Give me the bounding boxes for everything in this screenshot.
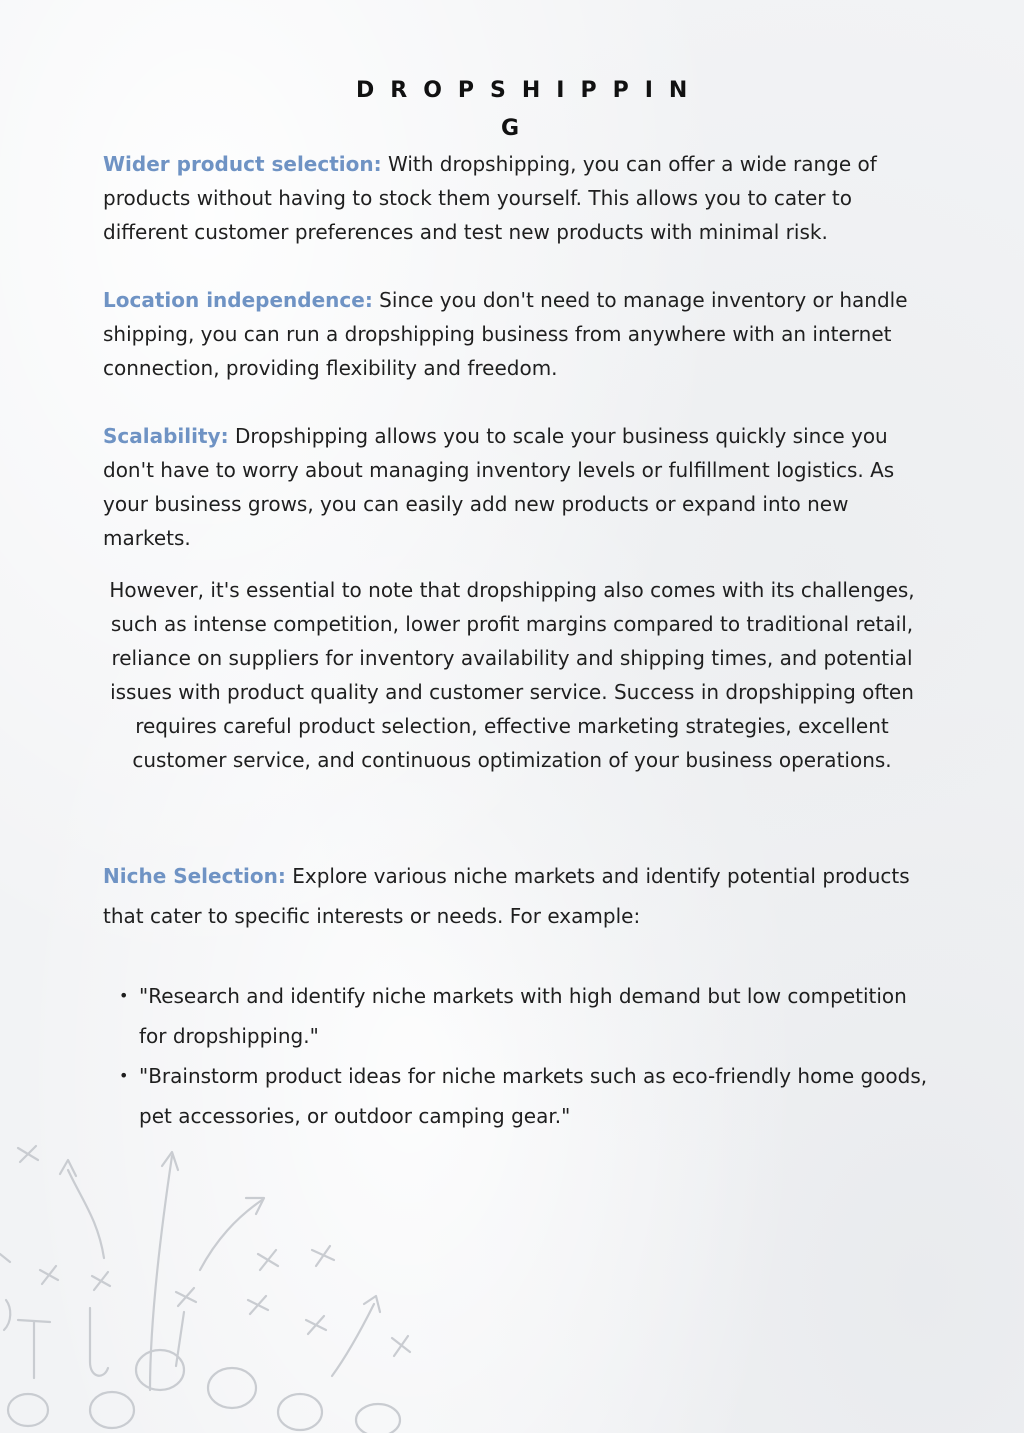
- bullet-marker: •: [119, 986, 129, 1005]
- section-scalability: [103, 419, 933, 555]
- section-label: Scalability:: [103, 424, 229, 448]
- list-item-text: "Brainstorm product ideas for niche markets such as eco-friendly home goods, pet accessories, or outdoor camping gear.": [139, 1064, 928, 1128]
- section-label: Location independence:: [103, 288, 373, 312]
- example-list: [103, 976, 933, 1136]
- section-text: Since you don't need to manage inventory or handle shipping, you can run a dropshipping business from anywhere with an internet connection, providing flexibility and freedom.: [103, 288, 908, 380]
- football-play-diagram-icon: [0, 1130, 430, 1433]
- title-line-1: DROPSHIPPIN: [356, 78, 704, 103]
- section-location-independence: [103, 283, 933, 385]
- section-label: Wider product selection:: [103, 152, 382, 176]
- section-niche-selection: [103, 856, 933, 936]
- list-item-text: "Research and identify niche markets with high demand but low competition for dropshipping.": [139, 984, 907, 1048]
- section-text: With dropshipping, you can offer a wide range of products without having to stock them yourself. This allows you to cater to different customer preferences and test new products with minimal risk.: [103, 152, 877, 244]
- page-title: [340, 72, 704, 148]
- section-wider-product-selection: [103, 147, 933, 249]
- bullet-marker: •: [119, 1066, 129, 1085]
- list-item: [103, 1056, 933, 1136]
- challenges-note: However, it's essential to note that dropshipping also comes with its challenges, such as intense competition, lower profit margins compared to traditional retail, reliance on suppliers for inventory availability and shipping times, and potential issues with product quality and customer service. Success in dropshipping often requires careful product selection, effective marketing strategies, excellent customer service, and continuous optimization of your business operations.: [109, 578, 915, 772]
- section-label: Niche Selection:: [103, 864, 286, 888]
- section-text: Dropshipping allows you to scale your business quickly since you don't have to worry about managing inventory levels or fulfillment logistics. As your business grows, you can easily add new products or expand into new markets.: [103, 424, 895, 550]
- section-text: Explore various niche markets and identify potential products that cater to specific interests or needs. For example:: [103, 864, 910, 928]
- list-item: [103, 976, 933, 1056]
- title-line-2: G: [500, 116, 536, 141]
